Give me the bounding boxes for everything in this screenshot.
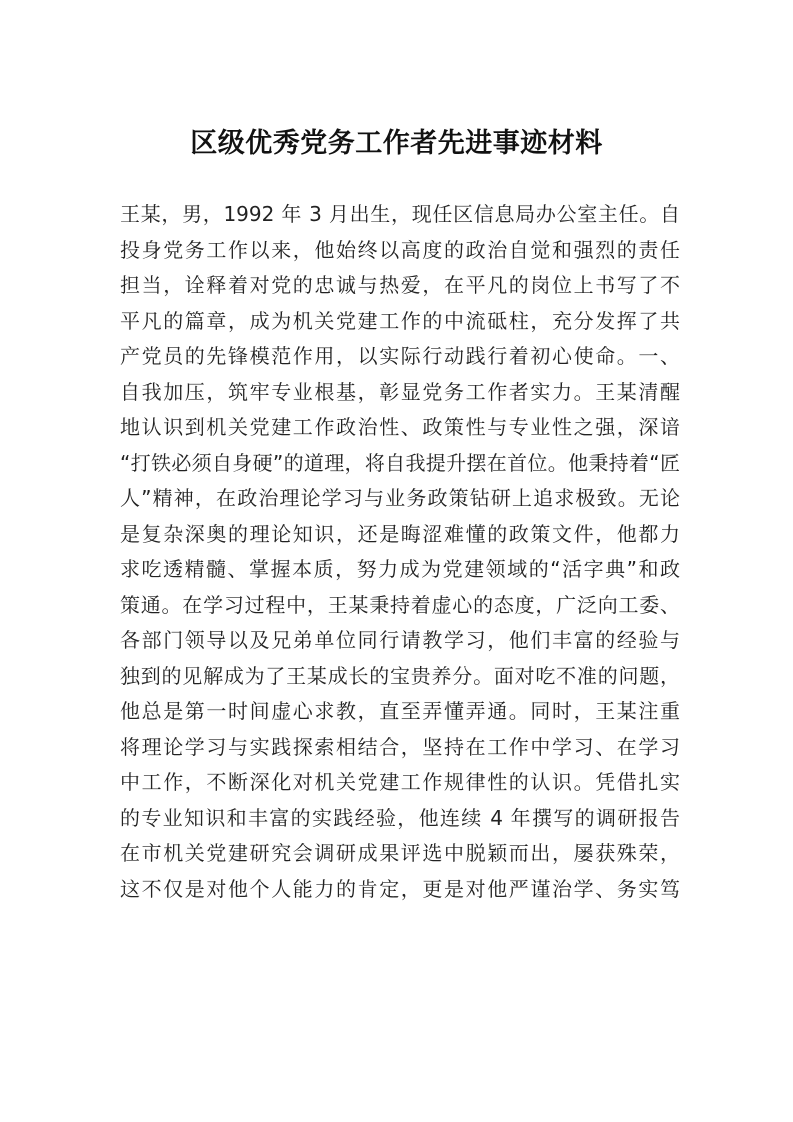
body-line: 求吃透精髓、掌握本质，努力成为党建领域的“活字典”和政	[120, 557, 680, 581]
body-line: 他总是第一时间虚心求教，直至弄懂弄通。同时，王某注重	[120, 699, 680, 723]
body-line: 担当，诠释着对党的忠诚与热爱，在平凡的岗位上书写了不	[120, 273, 680, 297]
body-line: 独到的见解成为了王某成长的宝贵养分。面对吃不准的问题，	[120, 663, 680, 688]
body-line: 平凡的篇章，成为机关党建工作的中流砥柱，充分发挥了共	[120, 308, 680, 333]
document-body	[120, 197, 680, 907]
body-line: 这不仅是对他个人能力的肯定，更是对他严谨治学、务实笃	[120, 876, 680, 901]
body-line: “打铁必须自身硬”的道理，将自我提升摆在首位。他秉持着“匠	[120, 450, 680, 475]
body-line: 在市机关党建研究会调研成果评选中脱颖而出，屡获殊荣，	[120, 841, 680, 865]
body-line: 产党员的先锋模范作用，以实际行动践行着初心使命。一、	[120, 344, 680, 368]
body-line: 是复杂深奥的理论知识，还是晦涩难懂的政策文件，他都力	[120, 521, 680, 546]
body-line: 中工作，不断深化对机关党建工作规律性的认识。凭借扎实	[120, 770, 680, 794]
body-line: 投身党务工作以来，他始终以高度的政治自觉和强烈的责任	[120, 237, 680, 262]
body-line: 策通。在学习过程中，王某秉持着虚心的态度，广泛向工委、	[120, 592, 680, 617]
document-title: 区级优秀党务工作者先进事迹材料	[190, 128, 603, 159]
body-line: 将理论学习与实践探索相结合，坚持在工作中学习、在学习	[120, 734, 680, 759]
body-line: 的专业知识和丰富的实践经验，他连续 4 年撰写的调研报告	[120, 805, 680, 830]
body-line: 地认识到机关党建工作政治性、政策性与专业性之强，深谙	[120, 415, 680, 439]
body-line: 自我加压，筑牢专业根基，彰显党务工作者实力。王某清醒	[120, 379, 680, 404]
body-line: 王某，男，1992 年 3 月出生，现任区信息局办公室主任。自	[120, 202, 680, 226]
body-line: 人”精神，在政治理论学习与业务政策钻研上追求极致。无论	[120, 486, 680, 510]
body-line: 各部门领导以及兄弟单位同行请教学习，他们丰富的经验与	[120, 628, 680, 652]
